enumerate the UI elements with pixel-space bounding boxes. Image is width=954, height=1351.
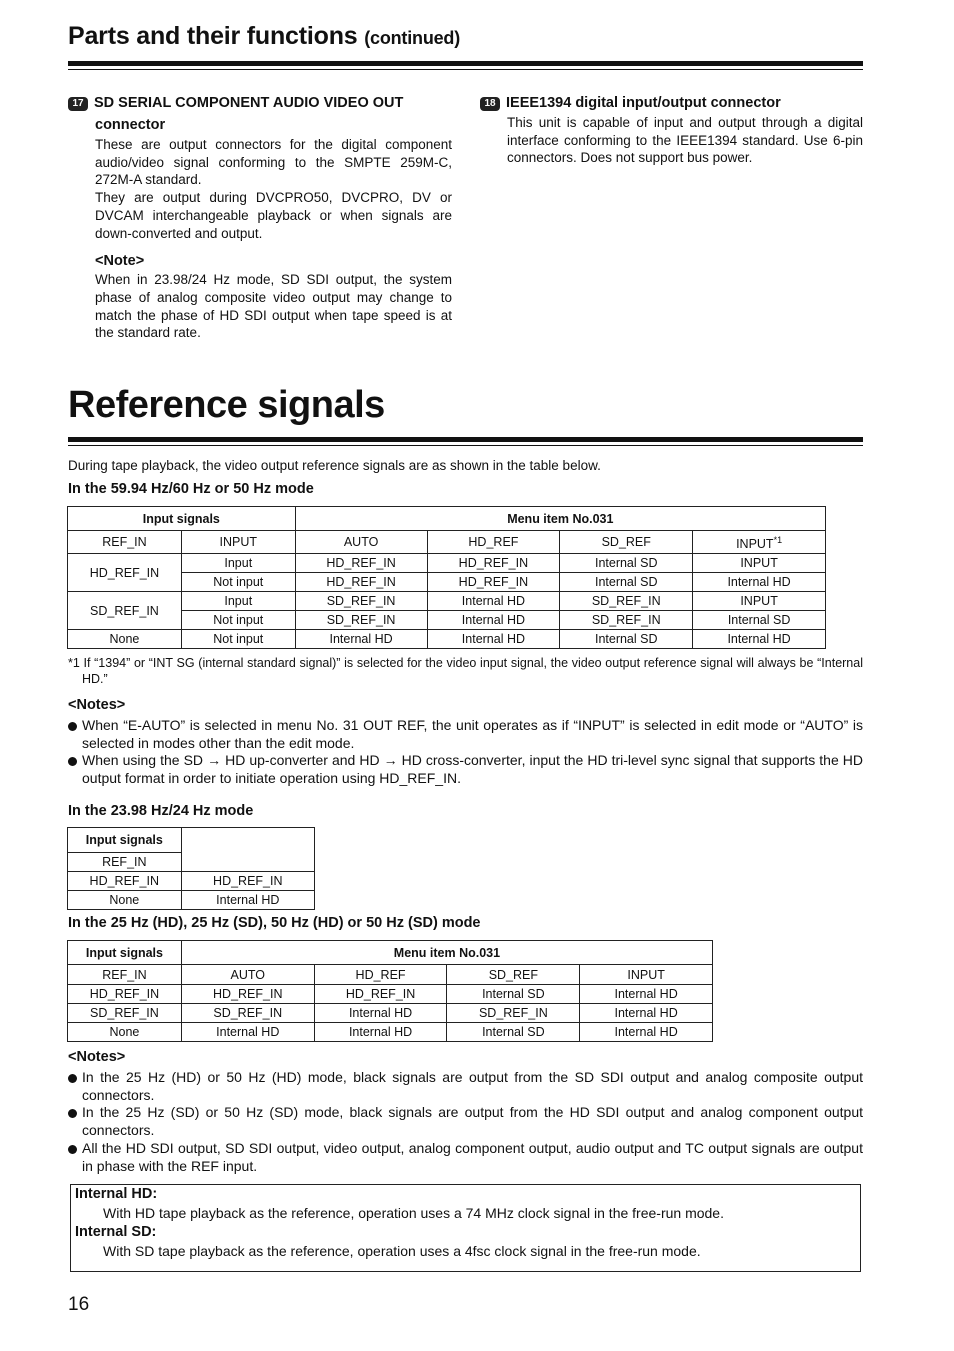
reference-intro: During tape playback, the video output reference signals are as shown in the table below.	[68, 458, 601, 473]
mode1-table	[67, 506, 826, 649]
mode1-heading: In the 59.94 Hz/60 Hz or 50 Hz mode	[68, 481, 314, 497]
table-header-menu-item: Menu item No.031	[295, 507, 825, 531]
col-ref-in: REF_IN	[68, 853, 182, 872]
table-cell: HD_REF_IN	[314, 985, 447, 1004]
table-cell: HD_REF_IN	[181, 872, 314, 891]
list-item-text: When using the SD → HD up-converter and HD → HD cross-converter, input the HD tri-level sync signal that supports the HD output format in order to initiate operation using HD_REF_IN.	[82, 752, 863, 787]
table-cell: Internal HD	[181, 1023, 314, 1042]
header-rule-thin	[68, 69, 863, 70]
list-item	[68, 1069, 863, 1104]
section-18-heading-text: IEEE1394 digital input/output connector	[506, 95, 781, 111]
table-cell: SD_REF_IN	[447, 1004, 580, 1023]
table-row	[68, 554, 826, 573]
table-cell: Internal HD	[580, 985, 713, 1004]
table-header-input-signals: Input signals	[68, 941, 182, 965]
table-row	[68, 592, 826, 611]
table-cell: HD_REF_IN	[181, 985, 314, 1004]
bullet-icon	[68, 722, 77, 731]
table-cell: Internal SD	[560, 554, 693, 573]
section-18-paragraph: This unit is capable of input and output through a digital interface conforming to the IEEE1394 standard. Use 6-pin connectors. Does not support bus power.	[507, 115, 863, 166]
reference-signals-title: Reference signals	[68, 384, 385, 426]
table-cell: Internal SD	[447, 1023, 580, 1042]
table-cell: Internal HD	[693, 630, 826, 649]
section-17-heading-line2: connector	[95, 117, 166, 133]
table-cell: Not input	[181, 573, 295, 592]
table-cell: SD_REF_IN	[560, 592, 693, 611]
table-cell: Internal HD	[427, 611, 560, 630]
list-item-text: In the 25 Hz (SD) or 50 Hz (SD) mode, black signals are output from the HD SDI output and analog component output connectors.	[82, 1104, 863, 1139]
section-17-note-text: When in 23.98/24 Hz mode, SD SDI output, the system phase of analog composite video output may change to match the phase of HD SDI output when tape speed is at the standard rate.	[95, 272, 452, 341]
table-cell: INPUT	[693, 554, 826, 573]
section-17-badge: 17	[68, 97, 88, 111]
table-cell: SD_REF_IN	[560, 611, 693, 630]
col-ref-in: REF_IN	[68, 531, 182, 554]
table-cell: HD_REF_IN	[427, 554, 560, 573]
table-header-menu-item: Menu item No.031	[181, 941, 712, 965]
col-input: INPUT	[580, 965, 713, 985]
section-18	[480, 92, 863, 167]
internal-sd-term: Internal SD:	[75, 1224, 157, 1240]
table-row	[68, 1004, 713, 1023]
table-header-input-signals: Input signals	[68, 507, 296, 531]
table-cell: Internal HD	[427, 592, 560, 611]
col-input: INPUT	[181, 531, 295, 554]
table-cell: Internal HD	[580, 1004, 713, 1023]
table-cell: SD_REF_IN	[68, 592, 182, 630]
col-sd-ref: SD_REF	[447, 965, 580, 985]
section-18-badge: 18	[480, 97, 500, 111]
list-item-text: When “E-AUTO” is selected in menu No. 31 OUT REF, the unit operates as if “INPUT” is selected in edit mode or “AUTO” is selected in modes other than the edit mode.	[82, 717, 863, 751]
table-cell: Internal HD	[693, 573, 826, 592]
table-cell: None	[68, 630, 182, 649]
section-17-paragraph-2: They are output during DVCPRO50, DVCPRO, DV or DVCAM interchangeable playback or when signals are down-converted and output.	[95, 190, 452, 241]
table-cell: Not input	[181, 630, 295, 649]
bullet-icon	[68, 757, 77, 766]
title-rule-thick	[68, 437, 863, 442]
table-header-input-signals: Input signals	[68, 828, 182, 853]
col-input-menu	[693, 531, 826, 554]
bullet-icon	[68, 1145, 77, 1154]
notes-1-heading: <Notes>	[68, 697, 126, 713]
footnote-marker: *1	[773, 535, 783, 545]
list-item	[68, 1140, 863, 1175]
list-item-text: In the 25 Hz (HD) or 50 Hz (HD) mode, black signals are output from the SD SDI output and analog composite output connectors.	[82, 1069, 863, 1103]
page-number: 16	[68, 1294, 90, 1315]
table-cell: None	[68, 1023, 182, 1042]
section-17-paragraph-1: These are output connectors for the digital component audio/video signal conforming to the SMPTE 259M-C, 272M-A standard.	[95, 137, 452, 188]
col-auto: AUTO	[295, 531, 427, 554]
col-ref-in: REF_IN	[68, 965, 182, 985]
section-18-heading	[480, 92, 863, 114]
col-auto: AUTO	[181, 965, 314, 985]
mode2-heading: In the 23.98 Hz/24 Hz mode	[68, 803, 254, 819]
table-cell: HD_REF_IN	[295, 554, 427, 573]
table-cell: Internal HD	[181, 891, 314, 910]
table-row	[68, 985, 713, 1004]
table-cell: SD_REF_IN	[295, 592, 427, 611]
list-item	[68, 752, 863, 787]
table-row	[68, 1023, 713, 1042]
notes-2-heading: <Notes>	[68, 1049, 126, 1065]
table-cell: Internal SD	[447, 985, 580, 1004]
table-cell: None	[68, 891, 182, 910]
list-item	[68, 1104, 863, 1139]
table-cell: Not input	[181, 611, 295, 630]
table-cell: Internal HD	[427, 630, 560, 649]
col-input-menu-text: INPUT	[736, 537, 774, 552]
notes-2-list	[68, 1069, 863, 1175]
table-cell: HD_REF_IN	[68, 985, 182, 1004]
internal-hd-term: Internal HD:	[75, 1186, 158, 1202]
internal-hd-definition: With HD tape playback as the reference, operation uses a 74 MHz clock signal in the free-run mode.	[103, 1205, 724, 1221]
footnote-1: *1 If “1394” or “INT SG (internal standard signal)” is selected for the video input signal, the video output reference signal will always be “Internal HD.”	[68, 656, 863, 686]
table-cell: Internal HD	[314, 1004, 447, 1023]
table-cell: Internal SD	[693, 611, 826, 630]
col-hd-ref: HD_REF	[427, 531, 560, 554]
table-cell: Internal HD	[580, 1023, 713, 1042]
title-rule-thin	[68, 445, 863, 446]
table-cell: Internal SD	[560, 630, 693, 649]
table-cell: SD_REF_IN	[295, 611, 427, 630]
table-row	[68, 872, 315, 891]
table-row	[68, 630, 826, 649]
table-row	[68, 891, 315, 910]
mode2-table	[67, 827, 315, 910]
list-item-text: All the HD SDI output, SD SDI output, video output, analog component output, audio output and TC output signals are output in phase with the REF input.	[82, 1139, 863, 1174]
table-row	[68, 573, 826, 592]
list-item	[68, 717, 863, 752]
bullet-icon	[68, 1074, 77, 1083]
page-header-title	[68, 22, 460, 51]
table-cell: INPUT	[693, 592, 826, 611]
table-cell: HD_REF_IN	[68, 872, 182, 891]
header-rule-thick	[68, 61, 863, 66]
mode3-table	[67, 940, 713, 1042]
internal-sd-definition: With SD tape playback as the reference, operation uses a 4fsc clock signal in the free-run mode.	[103, 1243, 701, 1259]
header-title-text: Parts and their functions	[68, 22, 358, 50]
table-cell: SD_REF_IN	[181, 1004, 314, 1023]
table-cell: HD_REF_IN	[427, 573, 560, 592]
header-continued: (continued)	[364, 28, 461, 48]
table-cell: HD_REF_IN	[68, 554, 182, 592]
table-cell: Internal HD	[314, 1023, 447, 1042]
table-cell: HD_REF_IN	[295, 573, 427, 592]
col-hd-ref: HD_REF	[314, 965, 447, 985]
notes-1-list	[68, 717, 863, 788]
table-cell: Input	[181, 554, 295, 573]
section-17-note-heading: <Note>	[95, 253, 145, 270]
mode3-heading: In the 25 Hz (HD), 25 Hz (SD), 50 Hz (HD) or 50 Hz (SD) mode	[68, 915, 481, 931]
table-cell: Internal SD	[560, 573, 693, 592]
table-cell-empty	[181, 828, 314, 872]
bullet-icon	[68, 1109, 77, 1118]
table-cell: Internal HD	[295, 630, 427, 649]
table-row	[68, 611, 826, 630]
section-17-heading	[68, 92, 452, 114]
table-cell: SD_REF_IN	[68, 1004, 182, 1023]
section-17	[68, 92, 452, 342]
col-sd-ref: SD_REF	[560, 531, 693, 554]
section-17-heading-text: SD SERIAL COMPONENT AUDIO VIDEO OUT	[94, 95, 404, 111]
table-cell: Input	[181, 592, 295, 611]
glossary-box	[70, 1184, 861, 1272]
